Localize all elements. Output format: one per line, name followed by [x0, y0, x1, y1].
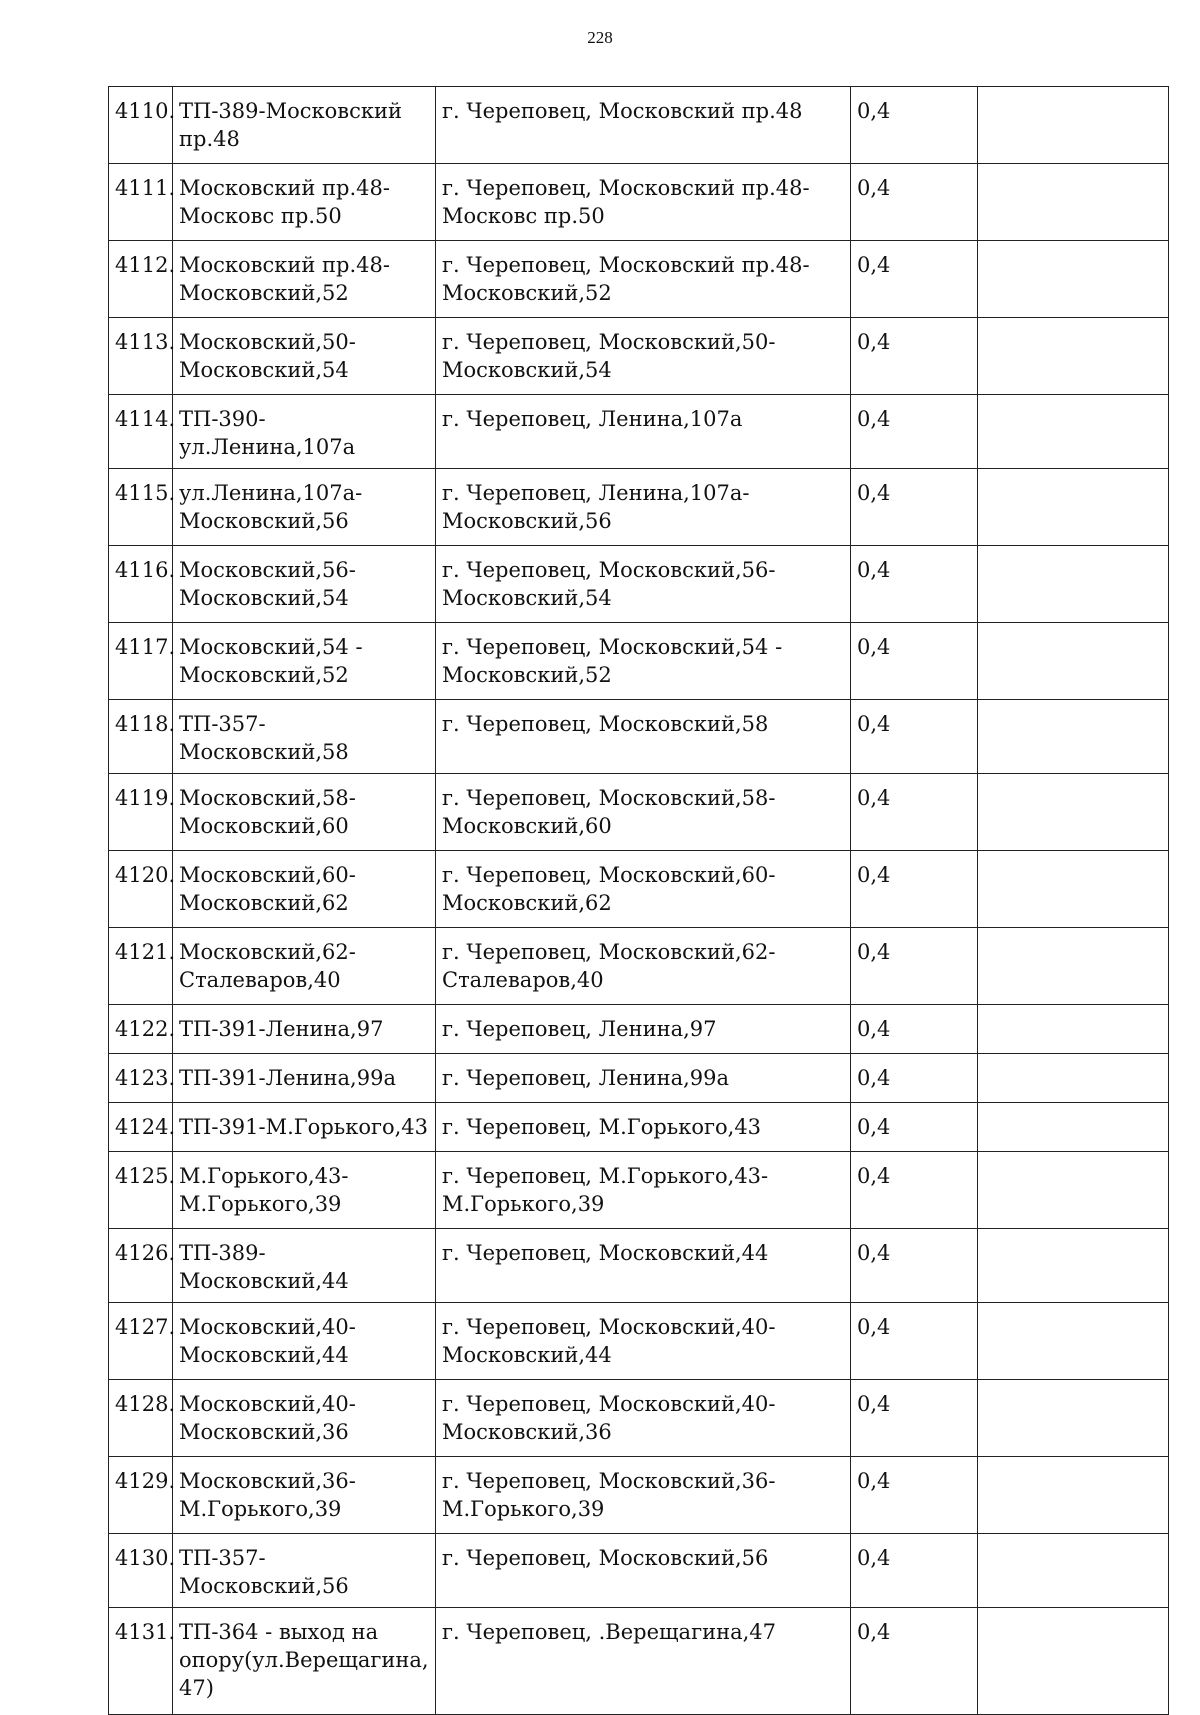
address-cell: г. Череповец, Московский,58 — [436, 700, 851, 774]
voltage-cell: 0,4 — [851, 1054, 978, 1103]
table-row — [109, 1457, 1169, 1534]
table-row — [109, 700, 1169, 774]
address-cell: г. Череповец, Московский пр.48-Московс пр.50 — [436, 164, 851, 241]
table-row — [109, 469, 1169, 546]
row-number-cell: 4123. — [109, 1054, 173, 1103]
address-cell: г. Череповец, Московский,44 — [436, 1229, 851, 1303]
object-name-cell: ул.Ленина,107а-Московский,56 — [173, 469, 436, 546]
table-row — [109, 774, 1169, 851]
voltage-cell: 0,4 — [851, 1608, 978, 1715]
object-name-cell: Московский,50-Московский,54 — [173, 318, 436, 395]
extra-column-cell — [978, 469, 1169, 546]
extra-column-cell — [978, 700, 1169, 774]
object-name-cell: Московский,58-Московский,60 — [173, 774, 436, 851]
address-cell: г. Череповец, Московский,56 — [436, 1534, 851, 1608]
table-row — [109, 164, 1169, 241]
address-cell: г. Череповец, Московский,40-Московский,44 — [436, 1303, 851, 1380]
address-cell: г. Череповец, Ленина,107а-Московский,56 — [436, 469, 851, 546]
address-cell: г. Череповец, Ленина,97 — [436, 1005, 851, 1054]
address-cell: г. Череповец, Московский,50-Московский,54 — [436, 318, 851, 395]
address-cell: г. Череповец, Московский,60-Московский,62 — [436, 851, 851, 928]
table-row — [109, 1229, 1169, 1303]
table-row — [109, 241, 1169, 318]
object-name-cell: ТП-389-Московский,44 — [173, 1229, 436, 1303]
row-number-cell: 4122. — [109, 1005, 173, 1054]
page-number: 228 — [587, 28, 613, 47]
row-number-cell: 4128. — [109, 1380, 173, 1457]
object-name-cell: Московский,40-Московский,44 — [173, 1303, 436, 1380]
extra-column-cell — [978, 1380, 1169, 1457]
voltage-cell: 0,4 — [851, 318, 978, 395]
table-row — [109, 1303, 1169, 1380]
registry-table-body — [109, 87, 1169, 1715]
address-cell: г. Череповец, Московский,40-Московский,36 — [436, 1380, 851, 1457]
object-name-cell: ТП-357-Московский,56 — [173, 1534, 436, 1608]
table-row — [109, 928, 1169, 1005]
table-row — [109, 851, 1169, 928]
voltage-cell: 0,4 — [851, 241, 978, 318]
row-number-cell: 4113. — [109, 318, 173, 395]
object-name-cell: Московский пр.48-Московс пр.50 — [173, 164, 436, 241]
extra-column-cell — [978, 1054, 1169, 1103]
object-name-cell: Московский,60-Московский,62 — [173, 851, 436, 928]
extra-column-cell — [978, 928, 1169, 1005]
row-number-cell: 4115. — [109, 469, 173, 546]
row-number-cell: 4127. — [109, 1303, 173, 1380]
table-row — [109, 318, 1169, 395]
object-name-cell: ТП-357-Московский,58 — [173, 700, 436, 774]
voltage-cell: 0,4 — [851, 1229, 978, 1303]
object-name-cell: ТП-389-Московский пр.48 — [173, 87, 436, 164]
table-row — [109, 1380, 1169, 1457]
table-row — [109, 87, 1169, 164]
object-name-cell: ТП-391-Ленина,97 — [173, 1005, 436, 1054]
object-name-cell: ТП-391-М.Горького,43 — [173, 1103, 436, 1152]
row-number-cell: 4111. — [109, 164, 173, 241]
extra-column-cell — [978, 1103, 1169, 1152]
extra-column-cell — [978, 1303, 1169, 1380]
row-number-cell: 4117. — [109, 623, 173, 700]
object-name-cell: ТП-391-Ленина,99а — [173, 1054, 436, 1103]
address-cell: г. Череповец, Московский,58-Московский,60 — [436, 774, 851, 851]
extra-column-cell — [978, 1152, 1169, 1229]
voltage-cell: 0,4 — [851, 1103, 978, 1152]
object-name-cell: Московский,40-Московский,36 — [173, 1380, 436, 1457]
address-cell: г. Череповец, М.Горького,43-М.Горького,39 — [436, 1152, 851, 1229]
row-number-cell: 4119. — [109, 774, 173, 851]
voltage-cell: 0,4 — [851, 623, 978, 700]
row-number-cell: 4129. — [109, 1457, 173, 1534]
object-name-cell: Московский пр.48-Московский,52 — [173, 241, 436, 318]
table-row — [109, 1054, 1169, 1103]
voltage-cell: 0,4 — [851, 1152, 978, 1229]
extra-column-cell — [978, 395, 1169, 469]
voltage-cell: 0,4 — [851, 1534, 978, 1608]
voltage-cell: 0,4 — [851, 395, 978, 469]
address-cell: г. Череповец, Ленина,107а — [436, 395, 851, 469]
extra-column-cell — [978, 623, 1169, 700]
object-name-cell: Московский,62-Сталеваров,40 — [173, 928, 436, 1005]
extra-column-cell — [978, 241, 1169, 318]
row-number-cell: 4112. — [109, 241, 173, 318]
extra-column-cell — [978, 164, 1169, 241]
object-name-cell: Московский,36-М.Горького,39 — [173, 1457, 436, 1534]
object-name-cell: Московский,54 - Московский,52 — [173, 623, 436, 700]
row-number-cell: 4131. — [109, 1608, 173, 1715]
extra-column-cell — [978, 774, 1169, 851]
row-number-cell: 4125. — [109, 1152, 173, 1229]
table-row — [109, 1005, 1169, 1054]
address-cell: г. Череповец, Московский,56-Московский,54 — [436, 546, 851, 623]
address-cell: г. Череповец, Московский,54 - Московский,52 — [436, 623, 851, 700]
table-row — [109, 1534, 1169, 1608]
address-cell: г. Череповец, Ленина,99а — [436, 1054, 851, 1103]
extra-column-cell — [978, 1608, 1169, 1715]
voltage-cell: 0,4 — [851, 1457, 978, 1534]
address-cell: г. Череповец, Московский,36-М.Горького,39 — [436, 1457, 851, 1534]
object-name-cell: Московский,56-Московский,54 — [173, 546, 436, 623]
row-number-cell: 4114. — [109, 395, 173, 469]
voltage-cell: 0,4 — [851, 774, 978, 851]
voltage-cell: 0,4 — [851, 1303, 978, 1380]
extra-column-cell — [978, 1005, 1169, 1054]
address-cell: г. Череповец, Московский пр.48 — [436, 87, 851, 164]
extra-column-cell — [978, 1229, 1169, 1303]
table-row — [109, 546, 1169, 623]
voltage-cell: 0,4 — [851, 87, 978, 164]
object-name-cell: ТП-390-ул.Ленина,107а — [173, 395, 436, 469]
table-row — [109, 395, 1169, 469]
row-number-cell: 4118. — [109, 700, 173, 774]
address-cell: г. Череповец, Московский пр.48-Московский,52 — [436, 241, 851, 318]
voltage-cell: 0,4 — [851, 1380, 978, 1457]
row-number-cell: 4124. — [109, 1103, 173, 1152]
row-number-cell: 4126. — [109, 1229, 173, 1303]
table-row — [109, 1608, 1169, 1715]
row-number-cell: 4120. — [109, 851, 173, 928]
voltage-cell: 0,4 — [851, 164, 978, 241]
table-row — [109, 1103, 1169, 1152]
extra-column-cell — [978, 318, 1169, 395]
voltage-cell: 0,4 — [851, 851, 978, 928]
row-number-cell: 4121. — [109, 928, 173, 1005]
address-cell: г. Череповец, М.Горького,43 — [436, 1103, 851, 1152]
object-name-cell: М.Горького,43-М.Горького,39 — [173, 1152, 436, 1229]
extra-column-cell — [978, 546, 1169, 623]
voltage-cell: 0,4 — [851, 700, 978, 774]
row-number-cell: 4116. — [109, 546, 173, 623]
voltage-cell: 0,4 — [851, 1005, 978, 1054]
row-number-cell: 4130. — [109, 1534, 173, 1608]
extra-column-cell — [978, 87, 1169, 164]
extra-column-cell — [978, 1534, 1169, 1608]
extra-column-cell — [978, 1457, 1169, 1534]
extra-column-cell — [978, 851, 1169, 928]
address-cell: г. Череповец, .Верещагина,47 — [436, 1608, 851, 1715]
row-number-cell: 4110. — [109, 87, 173, 164]
address-cell: г. Череповец, Московский,62-Сталеваров,40 — [436, 928, 851, 1005]
voltage-cell: 0,4 — [851, 928, 978, 1005]
table-row — [109, 1152, 1169, 1229]
object-name-cell: ТП-364 - выход на опору(ул.Верещагина,47) — [173, 1608, 436, 1715]
voltage-cell: 0,4 — [851, 469, 978, 546]
registry-table — [108, 86, 1169, 1715]
table-row — [109, 623, 1169, 700]
voltage-cell: 0,4 — [851, 546, 978, 623]
